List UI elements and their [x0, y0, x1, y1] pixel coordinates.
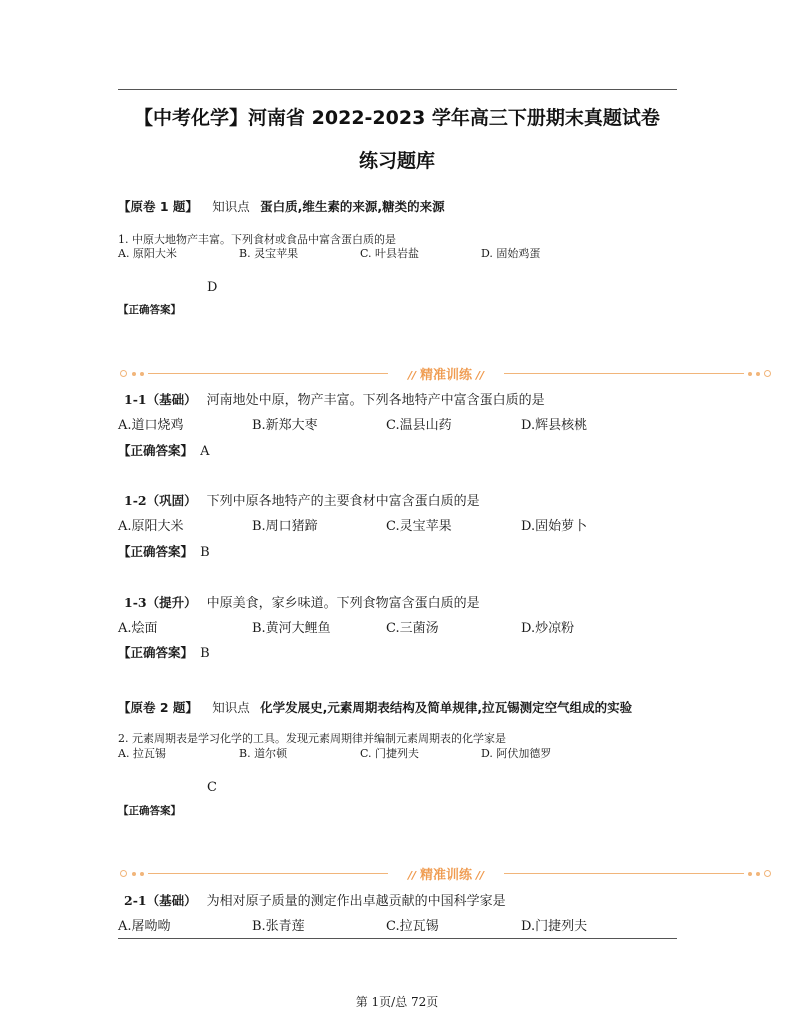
- option-c: C.温县山药: [386, 418, 452, 433]
- option-c: C.三菌汤: [386, 621, 439, 636]
- option-d: D. 阿伏加德罗: [481, 747, 552, 760]
- option-c: C.拉瓦锡: [386, 919, 439, 934]
- option-d: D.炒凉粉: [521, 621, 575, 636]
- option-d: D.固始萝卜: [521, 519, 588, 534]
- option-b: B. 道尔顿: [239, 747, 288, 760]
- knowledge-point-label: 知识点: [212, 199, 250, 214]
- option-d: D. 固始鸡蛋: [481, 247, 541, 260]
- answer-row: [118, 642, 210, 661]
- practice-text: 为相对原子质量的测定作出卓越贡献的中国科学家是: [206, 894, 506, 909]
- practice-question: [124, 890, 506, 909]
- page-title: 【中考化学】河南省 2022-2023 学年高三下册期末真题试卷: [134, 107, 660, 129]
- original-question-header: [118, 698, 632, 716]
- original-tag: 【原卷 1 题】: [118, 199, 198, 214]
- practice-tag: 1-2（巩固）: [124, 493, 197, 508]
- option-a: A. 原阳大米: [118, 247, 177, 260]
- knowledge-point-value: 蛋白质,维生素的来源,糖类的来源: [260, 199, 445, 214]
- option-b: B.新郑大枣: [252, 418, 318, 433]
- option-a: A.屠呦呦: [118, 919, 171, 934]
- option-c: C. 门捷列夫: [360, 747, 420, 760]
- answer-value: B: [200, 646, 210, 661]
- practice-text: 下列中原各地特产的主要食材中富含蛋白质的是: [206, 494, 480, 509]
- practice-tag: 1-3（提升）: [124, 595, 197, 610]
- training-banner: [118, 866, 774, 882]
- answer-value: C: [207, 780, 217, 795]
- option-d: D.辉县核桃: [521, 418, 588, 433]
- training-banner: [118, 366, 774, 382]
- option-b: B. 灵宝苹果: [239, 247, 299, 260]
- answer-row: [118, 541, 210, 560]
- slash-deco-icon: //: [407, 869, 416, 882]
- practice-tag: 1-1（基础）: [124, 392, 197, 407]
- training-label: // 精准训练 //: [407, 368, 485, 383]
- practice-question: [124, 490, 480, 509]
- answer-row: [118, 440, 210, 459]
- option-a: A.原阳大米: [118, 519, 184, 534]
- practice-question: [124, 592, 480, 611]
- practice-question: [124, 389, 545, 408]
- slash-deco-icon: //: [476, 369, 485, 382]
- slash-deco-icon: //: [407, 369, 416, 382]
- page-number: 第 1页/总 72页: [355, 995, 439, 1009]
- answer-label: 【正确答案】: [118, 304, 181, 316]
- original-question-header: [118, 197, 445, 215]
- answer-value: B: [200, 545, 210, 560]
- training-label: // 精准训练 //: [407, 868, 485, 883]
- answer-label: 【正确答案】: [118, 645, 194, 660]
- original-question-text: 2. 元素周期表是学习化学的工具。发现元素周期律并编制元素周期表的化学家是: [118, 732, 506, 745]
- practice-tag: 2-1（基础）: [124, 893, 197, 908]
- option-a: A.道口烧鸡: [118, 418, 184, 433]
- option-c: C. 叶县岩盐: [360, 247, 420, 260]
- answer-label: 【正确答案】: [118, 805, 181, 817]
- knowledge-point-label: 知识点: [212, 700, 250, 715]
- answer-value: D: [207, 280, 218, 295]
- answer-label: 【正确答案】: [118, 544, 194, 559]
- original-tag: 【原卷 2 题】: [118, 700, 198, 715]
- answer-label: 【正确答案】: [118, 443, 194, 458]
- option-b: B.周口猪蹄: [252, 519, 318, 534]
- practice-text: 中原美食，家乡味道。下列食物富含蛋白质的是: [206, 596, 480, 611]
- option-a: A. 拉瓦锡: [118, 747, 166, 760]
- option-b: B.张青莲: [252, 919, 305, 934]
- knowledge-point-value: 化学发展史,元素周期表结构及简单规律,拉瓦锡测定空气组成的实验: [260, 700, 633, 715]
- option-c: C.灵宝苹果: [386, 519, 452, 534]
- option-a: A.烩面: [118, 621, 158, 636]
- answer-value: A: [200, 444, 210, 459]
- footer-rule: [118, 938, 677, 939]
- page-subtitle: 练习题库: [358, 150, 435, 172]
- option-d: D.门捷列夫: [521, 919, 588, 934]
- slash-deco-icon: //: [476, 869, 485, 882]
- option-b: B.黄河大鲤鱼: [252, 621, 331, 636]
- practice-text: 河南地处中原，物产丰富。下列各地特产中富含蛋白质的是: [206, 393, 545, 408]
- header-rule: [118, 89, 677, 90]
- original-question-text: 1. 中原大地物产丰富。下列食材或食品中富含蛋白质的是: [118, 233, 396, 246]
